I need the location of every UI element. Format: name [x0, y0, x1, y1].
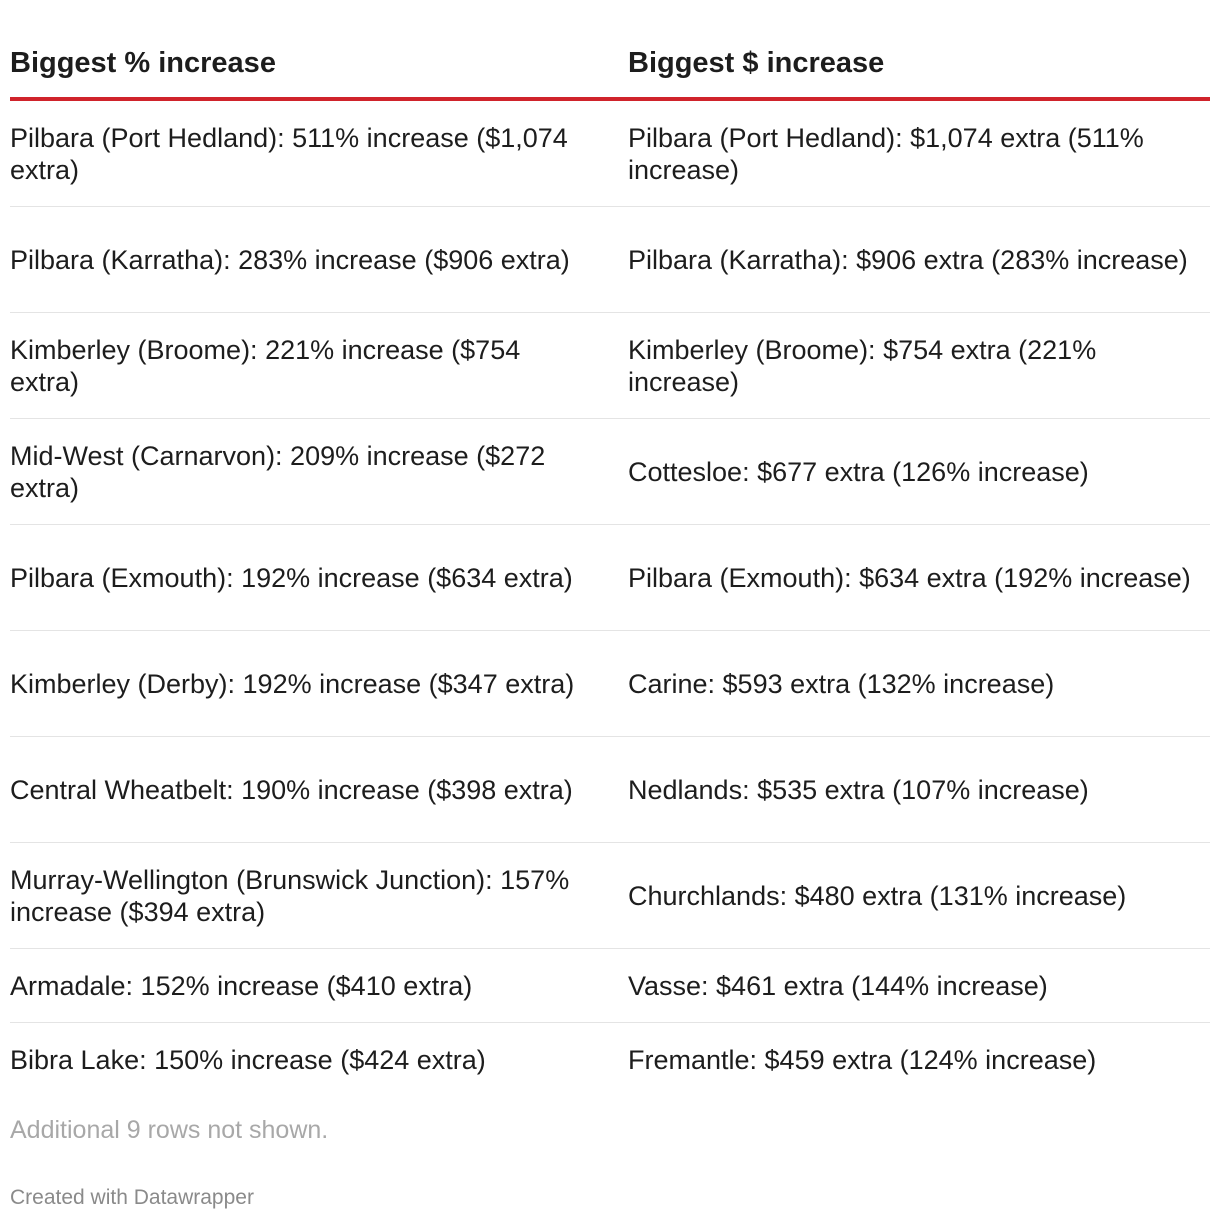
- cell-text: Pilbara (Port Hedland): 511% increase ($1,074 extra): [10, 122, 568, 185]
- cell-text: Pilbara (Karratha): $906 extra (283% increase): [628, 244, 1188, 275]
- cell-text: Vasse: $461 extra (144% increase): [628, 970, 1048, 1001]
- table-row: [10, 525, 1210, 631]
- table-row: [10, 207, 1210, 313]
- cell-text: Pilbara (Exmouth): 192% increase ($634 extra): [10, 562, 573, 593]
- table-cell: [10, 313, 628, 419]
- table-cell: [628, 949, 1210, 1023]
- table-container: [10, 0, 1210, 1096]
- table-cell: [628, 1023, 1210, 1097]
- table-row: [10, 843, 1210, 949]
- table-cell: [10, 631, 628, 737]
- table-row: [10, 1023, 1210, 1097]
- table-row: [10, 419, 1210, 525]
- table-cell: [628, 737, 1210, 843]
- table-cell: [10, 207, 628, 313]
- table-cell: [10, 419, 628, 525]
- cell-text: Pilbara (Karratha): 283% increase ($906 extra): [10, 244, 570, 275]
- cell-text: Central Wheatbelt: 190% increase ($398 extra): [10, 774, 573, 805]
- data-table: [10, 0, 1210, 1096]
- table-cell: [628, 525, 1210, 631]
- column-header-dollar-increase[interactable]: Biggest $ increase: [628, 0, 1210, 99]
- cell-text: Cottesloe: $677 extra (126% increase): [628, 456, 1089, 487]
- cell-text: Pilbara (Exmouth): $634 extra (192% increase): [628, 562, 1191, 593]
- table-cell: [10, 1023, 628, 1097]
- table-cell: [628, 843, 1210, 949]
- table-row: [10, 631, 1210, 737]
- cell-text: Kimberley (Broome): 221% increase ($754 extra): [10, 334, 521, 397]
- cell-text: Mid-West (Carnarvon): 209% increase ($272 extra): [10, 440, 546, 503]
- cell-text: Bibra Lake: 150% increase ($424 extra): [10, 1044, 486, 1075]
- table-cell: [10, 949, 628, 1023]
- table-header-row: [10, 0, 1210, 99]
- datawrapper-credit-link[interactable]: Created with Datawrapper: [10, 1186, 254, 1209]
- cell-text: Murray-Wellington (Brunswick Junction): 157% increase ($394 extra): [10, 864, 570, 927]
- cell-text: Armadale: 152% increase ($410 extra): [10, 970, 473, 1001]
- table-cell: [10, 525, 628, 631]
- cell-text: Carine: $593 extra (132% increase): [628, 668, 1055, 699]
- table-cell: [628, 207, 1210, 313]
- cell-text: Pilbara (Port Hedland): $1,074 extra (511% increase): [628, 122, 1144, 185]
- cell-text: Churchlands: $480 extra (131% increase): [628, 880, 1127, 911]
- table-row: [10, 313, 1210, 419]
- cell-text: Kimberley (Broome): $754 extra (221% increase): [628, 334, 1097, 397]
- column-header-percent-increase[interactable]: Biggest % increase: [10, 0, 628, 99]
- cell-text: Kimberley (Derby): 192% increase ($347 extra): [10, 668, 575, 699]
- table-cell: [628, 313, 1210, 419]
- table-cell: [10, 99, 628, 207]
- table-row: [10, 99, 1210, 207]
- cell-text: Fremantle: $459 extra (124% increase): [628, 1044, 1097, 1075]
- rows-not-shown-note: Additional 9 rows not shown.: [10, 1116, 329, 1144]
- cell-text: Nedlands: $535 extra (107% increase): [628, 774, 1089, 805]
- table-cell: [628, 99, 1210, 207]
- table-row: [10, 737, 1210, 843]
- table-cell: [628, 631, 1210, 737]
- table-cell: [10, 843, 628, 949]
- table-cell: [628, 419, 1210, 525]
- table-row: [10, 949, 1210, 1023]
- table-cell: [10, 737, 628, 843]
